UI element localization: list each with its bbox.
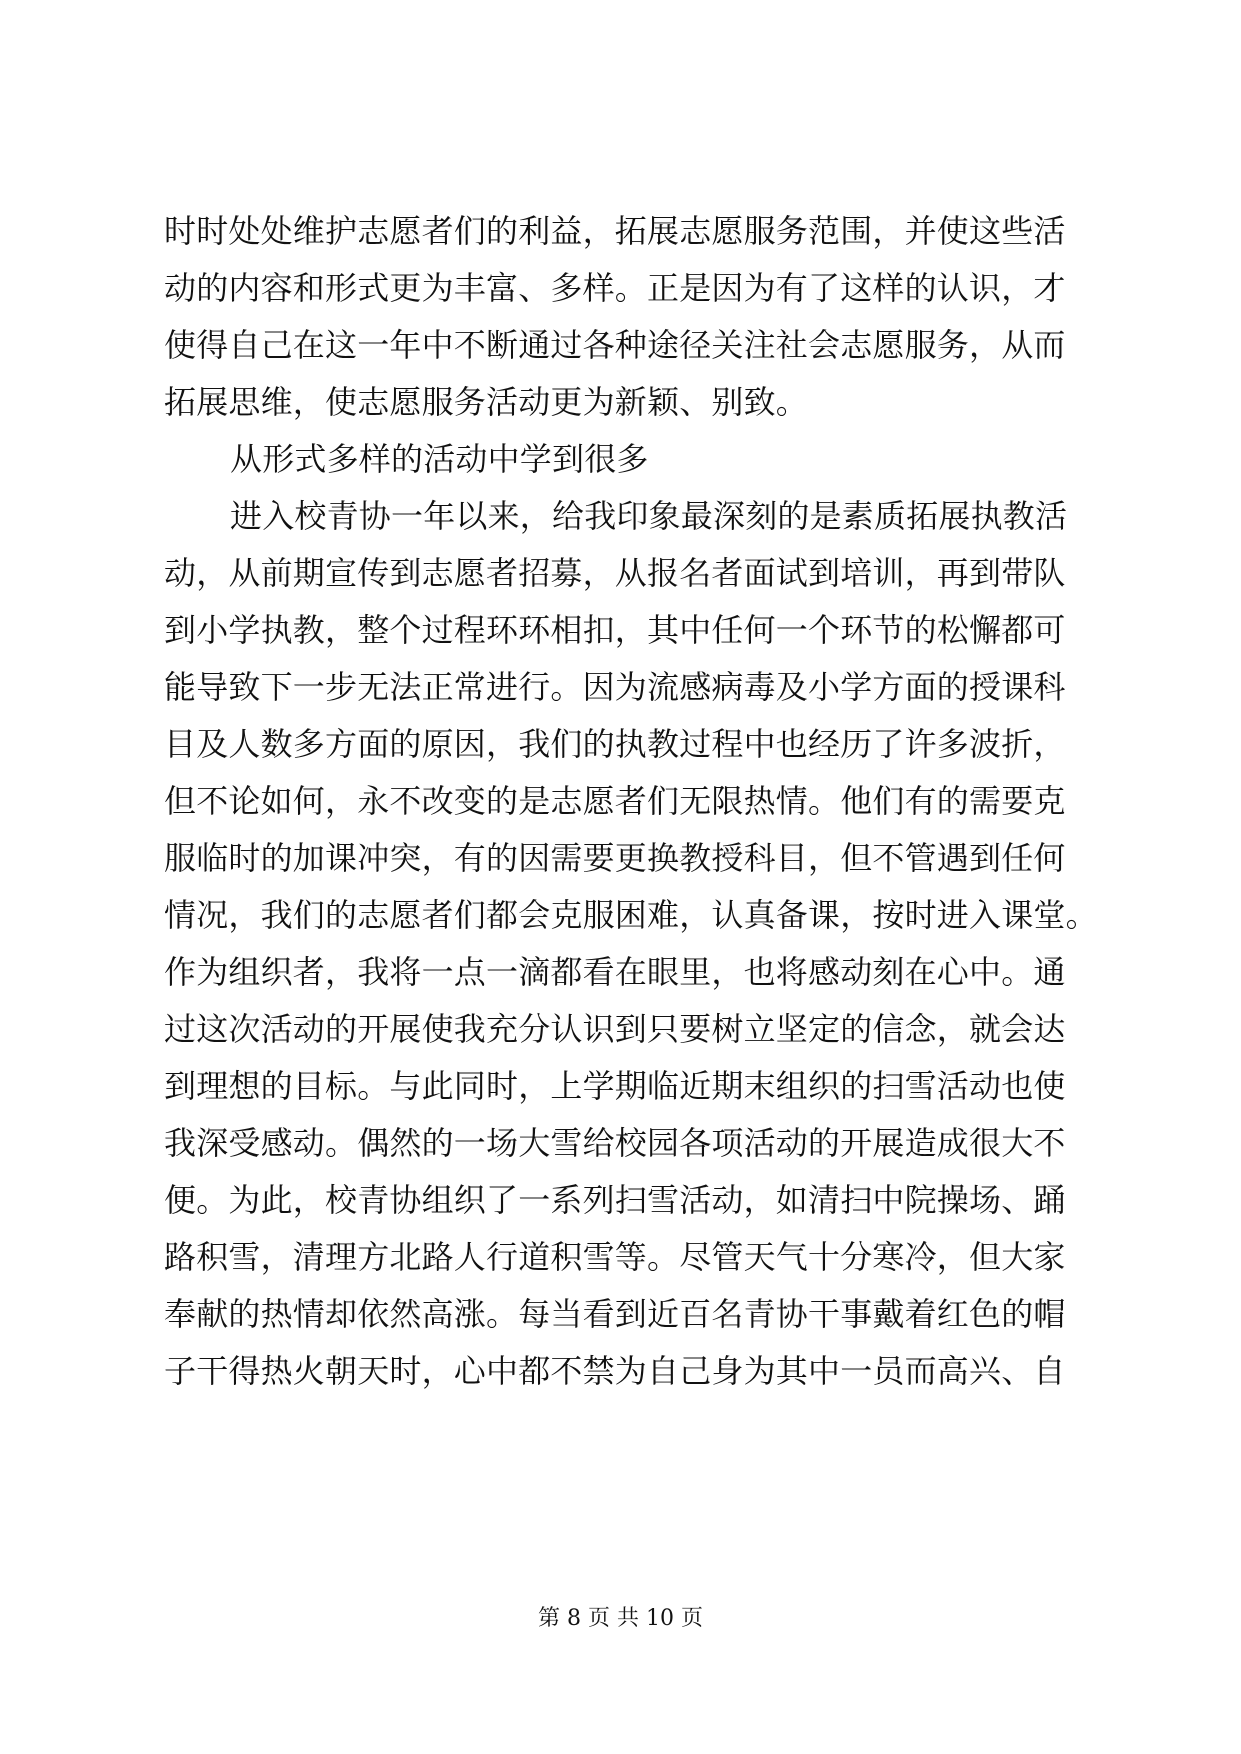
text-line: 便。为此，校青协组织了一系列扫雪活动，如清扫中院操场、踊 [164,1181,1066,1219]
text-line: 情况，我们的志愿者们都会克服困难，认真备课，按时进入课堂。 [164,896,1098,934]
text-line: 我深受感动。偶然的一场大雪给校园各项活动的开展造成很大不 [164,1124,1066,1162]
text-line: 到小学执教，整个过程环环相扣，其中任何一个环节的松懈都可 [164,611,1066,649]
section-heading: 从形式多样的活动中学到很多 [230,440,649,478]
text-line: 奉献的热情却依然高涨。每当看到近百名青协干事戴着红色的帽 [164,1295,1066,1333]
paragraph-first-line: 进入校青协一年以来，给我印象最深刻的是素质拓展执教活 [230,497,1068,535]
text-line: 过这次活动的开展使我充分认识到只要树立坚定的信念，就会达 [164,1010,1066,1048]
text-line: 动的内容和形式更为丰富、多样。正是因为有了这样的认识，才 [164,269,1066,307]
text-line: 服临时的加课冲突，有的因需要更换教授科目，但不管遇到任何 [164,839,1066,877]
text-line: 路积雪，清理方北路人行道积雪等。尽管天气十分寒冷，但大家 [164,1238,1066,1276]
text-line: 能导致下一步无法正常进行。因为流感病毒及小学方面的授课科 [164,668,1066,706]
text-line: 到理想的目标。与此同时，上学期临近期末组织的扫雪活动也使 [164,1067,1066,1105]
text-line: 时时处处维护志愿者们的利益，拓展志愿服务范围，并使这些活 [164,212,1066,250]
text-line: 拓展思维，使志愿服务活动更为新颖、别致。 [164,383,809,421]
page-number-footer: 第 8 页 共 10 页 [538,1606,703,1631]
text-line: 目及人数多方面的原因，我们的执教过程中也经历了许多波折， [164,725,1066,763]
text-line: 作为组织者，我将一点一滴都看在眼里，也将感动刻在心中。通 [164,953,1066,991]
text-line: 动，从前期宣传到志愿者招募，从报名者面试到培训，再到带队 [164,554,1066,592]
text-line: 使得自己在这一年中不断通过各种途径关注社会志愿服务，从而 [164,326,1066,364]
text-line: 子干得热火朝天时，心中都不禁为自己身为其中一员而高兴、自 [164,1352,1066,1390]
text-line: 但不论如何，永不改变的是志愿者们无限热情。他们有的需要克 [164,782,1066,820]
